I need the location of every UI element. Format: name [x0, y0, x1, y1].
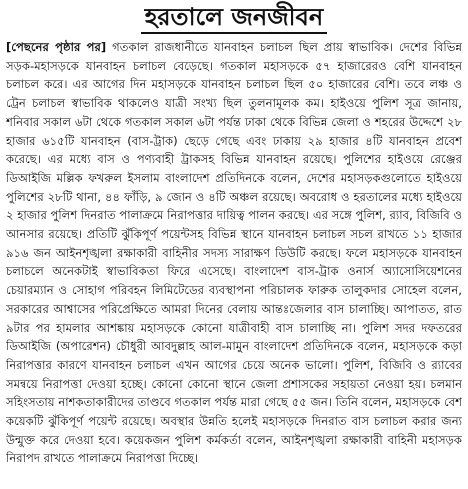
- article-body-text: গতকাল রাজধানীতে যানবাহন চলাচল ছিল প্রায় স্বাভাবিক। দেশের বিভিন্ন সড়ক-মহাসড়কে যানবাহন চলাচল বেড়েছে। গতকাল মহাসড়কে ৫৭ হাজারেরও বেশি যানবাহন চলাচল করে। এর আগের দিন মহাসড়কে যানবাহন চলাচল ছিল ৫০ হাজারের বেশি। তবে লঞ্চ ও ট্রেন চলাচল স্বাভাবিক থাকলেও যাত্রী সংখ্য ছিল তুলনামূলক কম। হাইওয়ে পুলিশ সূত্র জানায়, শনিবার সকাল ৬টা থেকে গতকাল সকাল ৬টা পর্যন্ত ঢাকা থেকে বিভিন্ন জেলা ও শহরের উদ্দেশে ২৮ হাজার ৬১৫টি যানবাহন (বাস-ট্রাক) ছেড়ে গেছে এবং ঢাকায় ২৯ হাজার ৪টি যানবাহন প্রবেশ করেছে। এর মধ্যে বাস ও পণ্যবাহী ট্রাকসহ বিভিন্ন যানবাহন রয়েছে। পুলিশের হাইওয়ে রেঞ্জের ডিআইজি মল্লিক ফখরুল ইসলাম বাংলাদেশ প্রতিদিনকে বলেন, দেশের মহাসড়কগুলোতে হাইওয়ে পুলিশের ২৮টি থানা, ৪৪ ফাঁড়ি, ৯ জোন ও ৪টি অঞ্চল রয়েছে। অবরোধ ও হরতালের মধ্যে হাইওয়ে ২ হাজার পুলিশ দিনরাত পালাক্রমে নিরাপত্তার দায়িত্ব পালন করছে। এর সঙ্গে পুলিশ, র‌্যাব, বিজিবি ও আনসার রয়েছে। প্রতিটি ঝুঁকিপূর্ণ পয়েন্টসহ বিভিন্ন স্থানে যানবাহন চলাচল সচল রাখতে ১১ হাজার ৯১৬ জন আইনশৃঙ্খলা রক্ষাকারী বাহিনীর সদস্য সারাক্ষণ ডিউটি করছে। ফলে মহাসড়কে যানবাহন চলাচলে অনেকটাই স্বাভাবিকতা ফিরে এসেছে। বাংলাদেশ বাস-ট্রাক ওনার্স অ্যাসোসিয়েশনের চেয়ারম্যান ও সোহাগ পরিবহন লিমিটেডের ব্যবস্থাপনা পরিচালক ফারুক তালুকদার সোহেল বলেন, সরকারের আশ্বাসের পরিপ্রেক্ষিতে আমরা দিনের বেলায় আন্তঃজেলার বাস চালাচ্ছি। আপাতত, রাত ৯টার পর হামলার আশঙ্কায় মহাসড়কে কোনো যাত্রীবাহী বাস চালাচ্ছি না। পুলিশ সদর দফতরের ডিআইজি (অপারেশন) চৌধুরী আবদুল্লাহ আল-মামুন বাংলাদেশ প্রতিদিনকে বলেন, মহাসড়কে কড়া নিরাপত্তার কারণে যানবাহন চলাচল এখন আগের চেয়ে অনেক ভালো। পুলিশ, বিজিবি ও র‌্যাবের সমন্বয়ে নিরাপত্তা দেওয়া হচ্ছে। কোনো কোনো স্থানে জেলা প্রশাসকের সহায়তা নেওয়া হয়। চলমান সহিংসতায় নাশকতাকারীদের তাণ্ডবে গতকাল পর্যন্ত মারা গেছে ৫৫ জন। তিনি বলেন, মহাসড়কে বেশ কয়েকটি ঝুঁকিপূর্ণ পয়েন্ট রয়েছে। অবস্থার উন্নতি হলেই মহাসড়কে দিনরাত বাস চলাচল করার জন্য উন্মুক্ত করে দেওয়া হবে। কয়েকজন পুলিশ কর্মকর্তা বলেন, আইনশৃঙ্খলা রক্ষাকারী বাহিনী মহাসড়ক নিরাপদ রাখতে পালাক্রমে নিরাপত্তা দিচ্ছে।: [6, 40, 462, 466]
- headline: হরতালে জনজীবন: [141, 2, 327, 34]
- article-body: [6, 38, 462, 488]
- headline-container: [6, 2, 462, 36]
- continued-from-back-page-tag: [পেছনের পৃষ্ঠার পর]: [6, 40, 107, 54]
